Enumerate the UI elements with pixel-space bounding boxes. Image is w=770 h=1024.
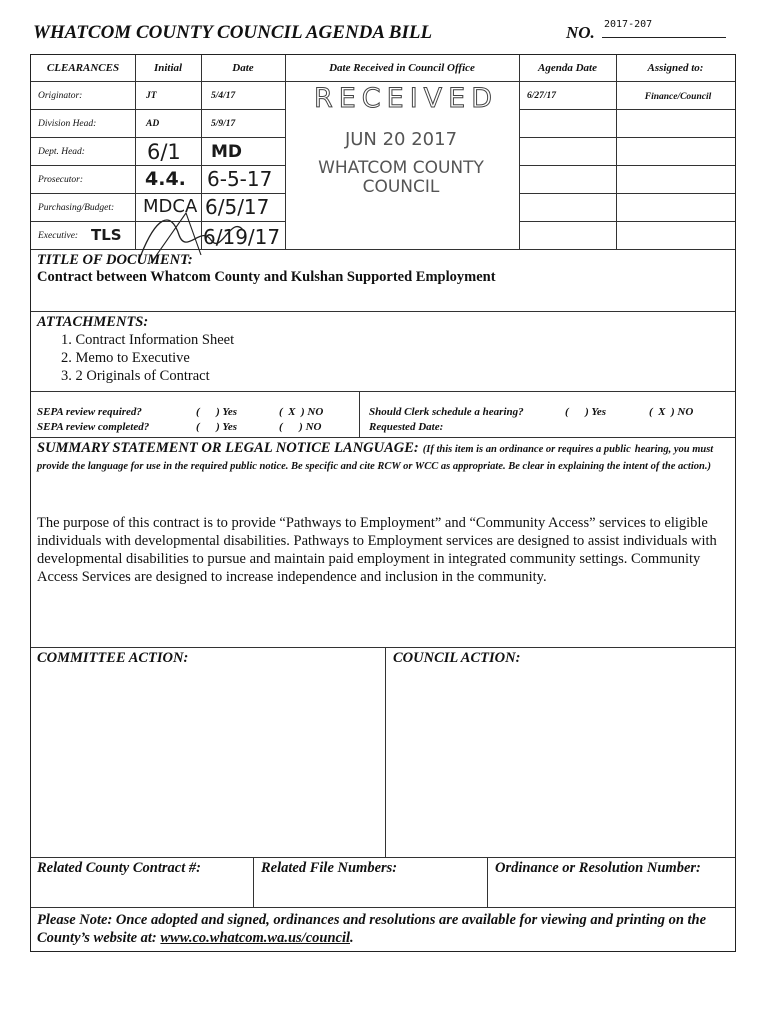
related-contract-label: Related County Contract #:	[37, 860, 201, 876]
row-division-head: Division Head:	[38, 119, 97, 129]
col-initial: Initial	[153, 62, 183, 74]
divider	[519, 55, 520, 249]
purchasing-date: 6/5/17	[205, 195, 270, 219]
divider	[31, 137, 285, 138]
hearing-yes[interactable]: ( ) Yes	[565, 406, 607, 418]
divider	[31, 311, 735, 312]
executive-date: 6/19/17	[203, 225, 281, 249]
originator-date: 5/4/17	[211, 91, 236, 101]
hearing-label: Should Clerk schedule a hearing?	[369, 406, 524, 418]
divider	[519, 109, 735, 110]
number-label: NO.	[566, 23, 595, 42]
summary-note: (If this item is an ordinance or requires a public	[422, 444, 631, 455]
divider	[519, 221, 735, 222]
stamp-county: WHATCOM COUNTY	[318, 158, 484, 178]
sepa-completed-yes[interactable]: ( ) Yes	[196, 421, 238, 433]
divider	[487, 857, 488, 907]
requested-date-label: Requested Date:	[369, 421, 444, 433]
note-text: Please Note: Once adopted and signed, ordinances and resolutions are available for viewing and printing on the County’s website at:	[37, 912, 707, 946]
title-of-document-label: TITLE OF DOCUMENT:	[37, 252, 193, 268]
division-head-date: 5/9/17	[211, 119, 236, 129]
divider	[616, 55, 617, 249]
received-stamp: RECEIVED	[313, 83, 498, 114]
divider	[519, 137, 735, 138]
divider	[31, 165, 285, 166]
council-action-label: COUNCIL ACTION:	[393, 650, 521, 666]
attachment-item: 3. 2 Originals of Contract	[61, 368, 210, 384]
divider	[253, 857, 254, 907]
divider	[31, 907, 735, 908]
division-head-initial: AD	[146, 119, 160, 129]
col-assigned-to: Assigned to:	[647, 62, 704, 74]
col-clearances: CLEARANCES	[46, 62, 120, 74]
related-files-label: Related File Numbers:	[261, 860, 398, 876]
agenda-bill-title: WHATCOM COUNTY COUNCIL AGENDA BILL	[33, 22, 433, 43]
dept-head-date: MD	[211, 142, 243, 162]
divider	[359, 391, 360, 437]
prosecutor-initial: 4.4.	[145, 168, 186, 190]
summary-note-rest: hearing, you must provide the language for use in the required public notice. Be specific and cite RCW or WCC as appropriate. Be clear in explaining the intent of the action.)	[37, 444, 714, 472]
row-executive: Executive:	[38, 231, 79, 241]
ordinance-number-label: Ordinance or Resolution Number:	[495, 860, 701, 876]
divider	[285, 55, 286, 249]
attachment-item: 1. Contract Information Sheet	[61, 332, 235, 348]
col-date-received: Date Received in Council Office	[329, 62, 475, 74]
originator-initial: JT	[146, 91, 157, 101]
document-title: Contract between Whatcom County and Kulshan Supported Employment	[37, 269, 496, 285]
col-date: Date	[232, 62, 254, 74]
divider	[31, 437, 735, 438]
executive-initial: TLS	[91, 226, 122, 244]
divider	[519, 165, 735, 166]
sepa-required-label: SEPA review required?	[37, 406, 142, 418]
col-agenda-date: Agenda Date	[538, 62, 597, 74]
assigned-to-value: Finance/Council	[644, 92, 712, 102]
row-dept-head: Dept. Head:	[38, 147, 85, 157]
summary-heading	[37, 440, 731, 474]
agenda-bill-form	[30, 54, 736, 952]
summary-label: SUMMARY STATEMENT OR LEGAL NOTICE LANGUAGE:	[37, 440, 419, 456]
row-originator: Originator:	[38, 91, 83, 101]
council-website-link[interactable]: www.co.whatcom.wa.us/council	[160, 930, 350, 946]
summary-text: The purpose of this contract is to provide “Pathways to Employment” and “Community Access” services to eligible individuals with developmental disabilities. Pathways to Employment services are designed to assist individuals with developmental disabilities to pursue and maintain paid employment in integrated community settings. Community Access Services are designed to increase independence and inclusion in the community.	[37, 515, 717, 585]
divider	[31, 109, 285, 110]
committee-action-label: COMMITTEE ACTION:	[37, 650, 189, 666]
number-underline	[602, 37, 726, 38]
divider	[31, 81, 735, 82]
sepa-required-no[interactable]: ( X ) NO	[279, 406, 324, 418]
agenda-date-value: 6/27/17	[527, 91, 557, 101]
agenda-bill-number: 2017-207	[604, 19, 653, 30]
divider	[31, 857, 735, 858]
prosecutor-date: 6-5-17	[207, 167, 273, 191]
attachment-item: 2. Memo to Executive	[61, 350, 190, 366]
attachments-label: ATTACHMENTS:	[37, 314, 149, 330]
row-purchasing: Purchasing/Budget:	[38, 203, 115, 213]
sepa-required-yes[interactable]: ( ) Yes	[196, 406, 238, 418]
divider	[31, 193, 285, 194]
hearing-no[interactable]: ( X ) NO	[649, 406, 694, 418]
divider	[31, 647, 735, 648]
dept-head-initial: 6/1	[147, 140, 181, 164]
divider	[519, 193, 735, 194]
divider	[31, 391, 735, 392]
sepa-completed-label: SEPA review completed?	[37, 421, 150, 433]
purchasing-initial: MDCA	[143, 196, 198, 217]
please-note: Please Note: Once adopted and signed, ordinances and resolutions are available for viewing and printing on the County’s website at: www.co.whatcom.wa.us/council.	[37, 912, 707, 946]
received-stamp-date: JUN 20 2017	[344, 129, 458, 150]
stamp-council: COUNCIL	[362, 177, 440, 197]
sepa-completed-no[interactable]: ( ) NO	[279, 421, 322, 433]
divider	[385, 647, 386, 857]
row-prosecutor: Prosecutor:	[38, 175, 84, 185]
